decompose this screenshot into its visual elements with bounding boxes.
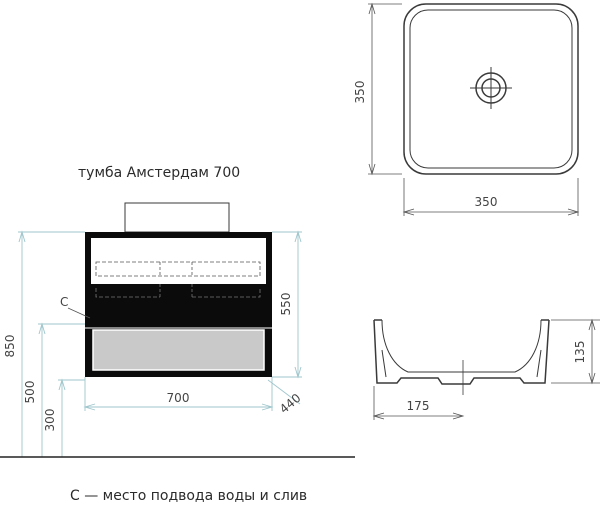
dim-cabinet-depth: 440 bbox=[276, 390, 304, 417]
dim-basin-half-width: 175 bbox=[406, 399, 430, 413]
lower-drawer bbox=[93, 330, 264, 370]
dim-550 bbox=[272, 232, 302, 377]
dim-outlet-height: 500 bbox=[23, 380, 37, 404]
dim-700 bbox=[85, 377, 272, 411]
marker-c-label: С bbox=[60, 295, 69, 309]
dim-500 bbox=[23, 324, 85, 457]
upper-drawer-opening bbox=[91, 238, 266, 284]
dim-inlet-height: 300 bbox=[43, 408, 57, 432]
basin-top-view bbox=[404, 4, 578, 174]
drain-icon bbox=[470, 67, 512, 109]
basin-on-cabinet bbox=[125, 203, 229, 232]
dim-440 bbox=[268, 380, 303, 416]
legend-note: С — место подвода воды и слив bbox=[70, 488, 308, 504]
cabinet-front-view bbox=[85, 232, 272, 377]
dim-basin-top-height: 350 bbox=[353, 80, 367, 104]
dim-cabinet-height: 550 bbox=[279, 292, 293, 316]
dim-175 bbox=[374, 386, 463, 420]
dim-cabinet-width: 700 bbox=[166, 391, 190, 405]
dim-300 bbox=[43, 380, 85, 457]
dim-cabinet-total-height: 850 bbox=[3, 334, 17, 358]
dim-basin-side-height: 135 bbox=[573, 340, 587, 364]
basin-side-section bbox=[374, 320, 549, 395]
dim-135 bbox=[551, 320, 600, 383]
basin-top-dimensions bbox=[353, 4, 578, 216]
drawing-title: тумба Амстердам 700 bbox=[78, 165, 241, 181]
dim-basin-top-width: 350 bbox=[474, 195, 498, 209]
